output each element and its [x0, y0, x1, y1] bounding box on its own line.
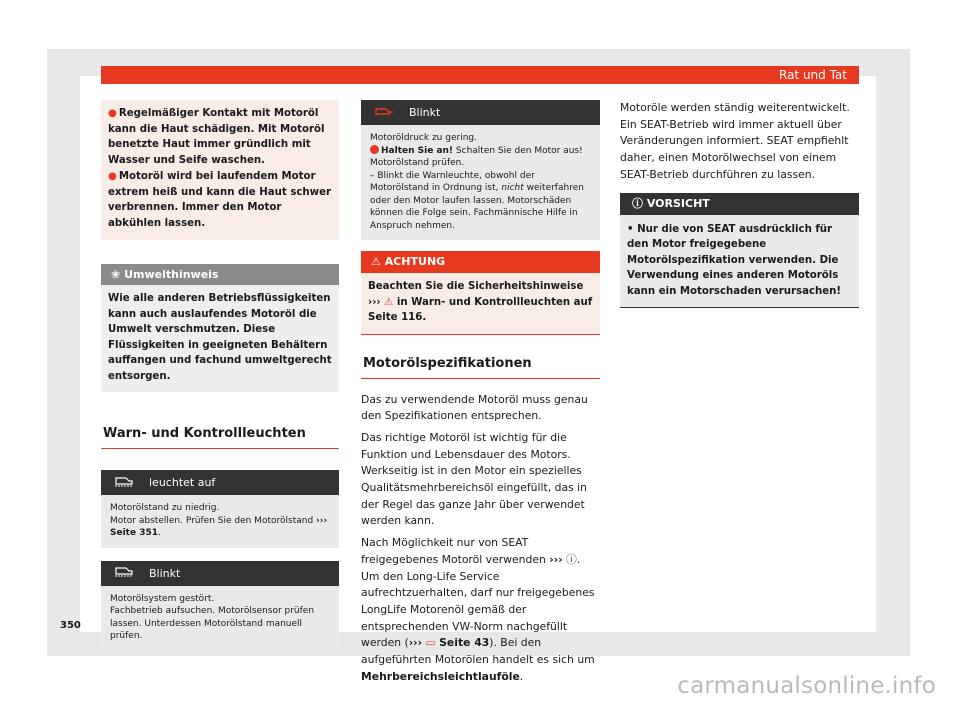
environment-note-text: Wie alle anderen Betriebsflüssigkeiten kann auch auslaufendes Motoröl die Umwelt verschmutzen. Diese Flüssigkeiten in geeigneten Behältern auffangen und fachund umweltgerecht entsorgen. — [101, 285, 339, 392]
reference-arrow[interactable]: ››› — [408, 636, 423, 650]
caution-notice-text: • Nur die von SEAT ausdrücklich für den Motor freigegebene Motorölspezifikation verwenden. Die Verwendung eines anderen Motoröls kann ein Motorschaden verursachen! — [620, 215, 859, 309]
environment-note-header — [101, 264, 339, 285]
oil-development-text — [620, 100, 859, 184]
column-left — [101, 100, 339, 651]
oil-specs-text — [361, 392, 600, 686]
warning-text-line: Halten Sie an! Schalten Sie den Motor aus! Motorölstand prüfen. — [370, 145, 583, 168]
reference-arrow: ››› — [316, 515, 328, 526]
column-right — [620, 100, 859, 308]
warning-triangle-icon: ⚠ — [371, 255, 381, 268]
oil-sensor-icon — [101, 565, 147, 581]
warning-light-status: Blinkt — [149, 566, 181, 580]
warning-light-status: leuchtet auf — [149, 476, 216, 489]
section-title-oil-specs: Motorölspezifikationen — [361, 356, 600, 379]
paragraph: Nach Möglichkeit nur von SEAT freigegebenes Motoröl verwenden ››› ⓘ. Um den Long-Life Service aufrechtzuerhalten, darf nur freigegebenes LongLife Motorenöl gemäß der entsprechenden VW-Norm nachgefüllt werden (››› ▭ Seite 43). Bei den aufgeführten Motorölen handelt es sich um Mehrbereichsleichtlauföle. — [361, 536, 595, 683]
oil-pressure-icon — [370, 145, 379, 154]
book-icon: ▭ — [425, 636, 436, 650]
leaf-icon: ❀ — [111, 268, 121, 281]
environment-note — [101, 264, 339, 392]
warning-light-header — [361, 100, 600, 125]
info-icon: ⓘ — [566, 552, 577, 566]
note-item: ● Regelmäßiger Kontakt mit Motoröl kann die Haut schädigen. Mit Motoröl benetzte Haut immer gründlich mit Wasser und Seife waschen. — [108, 108, 325, 166]
warning-triangle-icon: ⚠ — [384, 296, 394, 308]
column-middle — [361, 100, 600, 690]
caution-notice-title: VORSICHT — [646, 196, 710, 210]
warning-light-header — [101, 561, 339, 586]
warning-light-panel — [101, 470, 339, 548]
warning-light-panel — [101, 561, 339, 651]
warning-light-status: Blinkt — [409, 106, 441, 119]
info-icon: ⓘ — [632, 196, 643, 210]
skin-warning-note — [101, 100, 339, 240]
page-number: 350 — [60, 620, 81, 631]
page-reference-link[interactable]: Seite 351 — [110, 528, 158, 538]
oil-pressure-icon — [361, 105, 407, 121]
danger-notice-title: ACHTUNG — [384, 255, 446, 268]
page-reference-link[interactable]: Seite 43 — [439, 636, 490, 650]
warning-light-text — [101, 495, 339, 548]
watermark: carmanualsonline.info — [677, 673, 936, 699]
bullet-icon: • — [627, 223, 634, 235]
warning-text-line: Motorölstand zu niedrig. — [110, 503, 220, 513]
environment-note-title: Umwelthinweis — [124, 268, 219, 281]
warning-text-line: Motorölsystem gestört. — [110, 593, 215, 604]
oil-level-icon — [101, 475, 147, 491]
chapter-header-bar — [101, 66, 859, 84]
caution-notice-header — [620, 193, 859, 215]
section-title-warning-lights: Warn- und Kontrollleuchten — [101, 426, 339, 449]
reference-arrow[interactable]: ››› — [549, 552, 563, 566]
bullet-icon: ● — [108, 108, 117, 119]
warning-text-line: Motoröldruck zu gering. — [370, 133, 477, 143]
bullet-icon: ● — [108, 171, 117, 182]
warning-light-header — [101, 470, 339, 495]
warning-light-text — [101, 586, 339, 651]
reference-arrow[interactable]: ››› — [368, 296, 381, 308]
warning-text-line: Fachbetrieb aufsuchen. Motorölsensor prüfen lassen. Unterdessen Motorölstand manuell prüfen. — [110, 606, 315, 641]
warning-text-line: – Blinkt die Warnleuchte, obwohl der Motorölstand in Ordnung ist, nicht weiterfahren oder den Motor laufen lassen. Motorschäden können die Folge sein. Fachmännische Hilfe in Anspruch nehmen. — [370, 170, 584, 231]
note-item: ● Motoröl wird bei laufendem Motor extrem heiß und kann die Haut schwer verbrennen. Immer den Motor abkühlen lassen. — [108, 171, 332, 229]
danger-notice — [361, 251, 600, 335]
warning-text-line: Motor abstellen. Prüfen Sie den Motorölstand ››› Seite 351. — [110, 515, 328, 538]
paragraph: Motoröle werden ständig weiterentwickelt. Ein SEAT-Betrieb wird immer aktuell über Veränderungen informiert. SEAT empfiehlt daher, einen Motorölwechsel von einem SEAT-Betrieb durchführen zu lassen. — [620, 101, 850, 181]
paragraph: Das zu verwendende Motoröl muss genau den Spezifikationen entsprechen. — [361, 392, 588, 423]
chapter-title: Rat und Tat — [779, 68, 847, 82]
paragraph: Das richtige Motoröl ist wichtig für die Funktion und Lebensdauer des Motors. Werkseitig ist in den Motor ein spezielles Qualitätsmehrbereichsöl eingefüllt, das in der Regel das ganze Jahr über verwendet werden kann. — [361, 430, 587, 528]
warning-light-panel — [361, 100, 600, 240]
danger-notice-header — [361, 251, 600, 273]
warning-light-text — [361, 125, 600, 240]
caution-notice — [620, 193, 859, 309]
danger-notice-text: Beachten Sie die Sicherheitshinweise ››› ⚠ in Warn- und Kontrollleuchten auf Seite 116. — [361, 273, 600, 335]
